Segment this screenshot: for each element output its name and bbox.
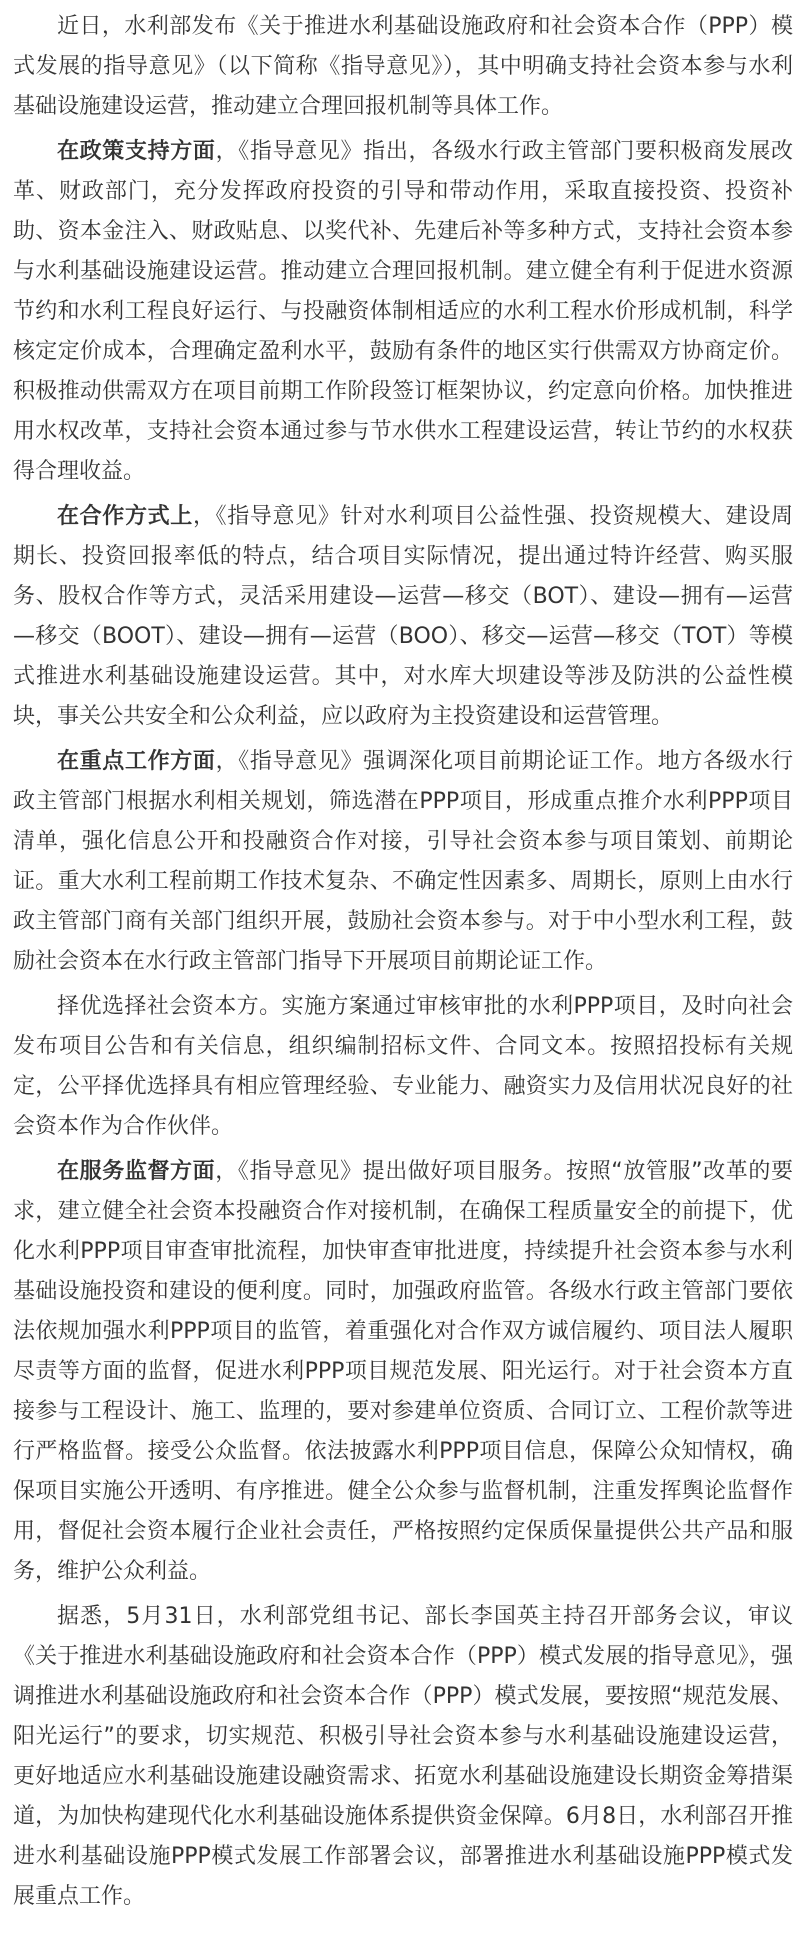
paragraph-text: ，《指导意见》强调深化项目前期论证工作。地方各级水行政主管部门根据水利相关规划，筛选潜在PPP项目，形成重点推介水利PPP项目清单，强化信息公开和投融资合作对接，引导社会资本参与项目策划、前期论证。重大水利工程前期工作技术复杂、不确定性因素多、周期长，原则上由水行政主管部门商有关部门组织开展，鼓励社会资本参与。对于中小型水利工程，鼓励社会资本在水行政主管部门指导下开展项目前期论证工作。 — [13, 749, 793, 974]
paragraph — [13, 497, 793, 737]
paragraph-lead: 在服务监督方面 — [57, 1159, 216, 1184]
paragraph-lead: 在重点工作方面 — [57, 749, 216, 774]
paragraph-text: ，《指导意见》指出，各级水行政主管部门要积极商发展改革、财政部门，充分发挥政府投资的引导和带动作用，采取直接投资、投资补助、资本金注入、财政贴息、以奖代补、先建后补等多种方式，支持社会资本参与水利基础设施建设运营。推动建立合理回报机制。建立健全有利于促进水资源节约和水利工程良好运行、与投融资体制相适应的水利工程水价形成机制，科学核定定价成本，合理确定盈利水平，鼓励有条件的地区实行供需双方协商定价。积极推动供需双方在项目前期工作阶段签订框架协议，约定意向价格。加快推进用水权改革，支持社会资本通过参与节水供水工程建设运营，转让节约的水权获得合理收益。 — [13, 139, 793, 484]
paragraph — [13, 1152, 793, 1592]
paragraph — [13, 742, 793, 982]
paragraph — [13, 1597, 793, 1917]
paragraph-lead: 在合作方式上 — [57, 504, 193, 529]
paragraph — [13, 7, 793, 127]
paragraph-lead: 在政策支持方面 — [57, 139, 216, 164]
paragraph — [13, 132, 793, 492]
paragraph-text: 据悉，5月31日，水利部党组书记、部长李国英主持召开部务会议，审议《关于推进水利基础设施政府和社会资本合作（PPP）模式发展的指导意见》，强调推进水利基础设施政府和社会资本合作（PPP）模式发展，要按照“规范发展、阳光运行”的要求，切实规范、积极引导社会资本参与水利基础设施建设运营，更好地适应水利基础设施建设融资需求、拓宽水利基础设施建设长期资金筹措渠道，为加快构建现代化水利基础设施体系提供资金保障。6月8日，水利部召开推进水利基础设施PPP模式发展工作部署会议，部署推进水利基础设施PPP模式发展重点工作。 — [13, 1604, 793, 1909]
paragraph-text: 近日，水利部发布《关于推进水利基础设施政府和社会资本合作（PPP）模式发展的指导意见》（以下简称《指导意见》），其中明确支持社会资本参与水利基础设施建设运营，推动建立合理回报机制等具体工作。 — [13, 14, 793, 119]
paragraph-text: ，《指导意见》针对水利项目公益性强、投资规模大、建设周期长、投资回报率低的特点，结合项目实际情况，提出通过特许经营、购买服务、股权合作等方式，灵活采用建设—运营—移交（BOT）、建设—拥有—运营—移交（BOOT）、建设—拥有—运营（BOO）、移交—运营—移交（TOT）等模式推进水利基础设施建设运营。其中，对水库大坝建设等涉及防洪的公益性模块，事关公共安全和公众利益，应以政府为主投资建设和运营管理。 — [13, 504, 793, 729]
paragraph-text: 择优选择社会资本方。实施方案通过审核审批的水利PPP项目，及时向社会发布项目公告和有关信息，组织编制招标文件、合同文本。按照招投标有关规定，公平择优选择具有相应管理经验、专业能力、融资实力及信用状况良好的社会资本作为合作伙伴。 — [13, 994, 793, 1139]
paragraph-text: ，《指导意见》提出做好项目服务。按照“放管服”改革的要求，建立健全社会资本投融资合作对接机制，在确保工程质量安全的前提下，优化水利PPP项目审查审批流程，加快审查审批进度，持续提升社会资本参与水利基础设施投资和建设的便利度。同时，加强政府监管。各级水行政主管部门要依法依规加强水利PPP项目的监管，着重强化对合作双方诚信履约、项目法人履职尽责等方面的监督，促进水利PPP项目规范发展、阳光运行。对于社会资本方直接参与工程设计、施工、监理的，要对参建单位资质、合同订立、工程价款等进行严格监督。接受公众监督。依法披露水利PPP项目信息，保障公众知情权，确保项目实施公开透明、有序推进。健全公众参与监督机制，注重发挥舆论监督作用，督促社会资本履行企业社会责任，严格按照约定保质保量提供公共产品和服务，维护公众利益。 — [13, 1159, 793, 1584]
paragraph — [13, 987, 793, 1147]
